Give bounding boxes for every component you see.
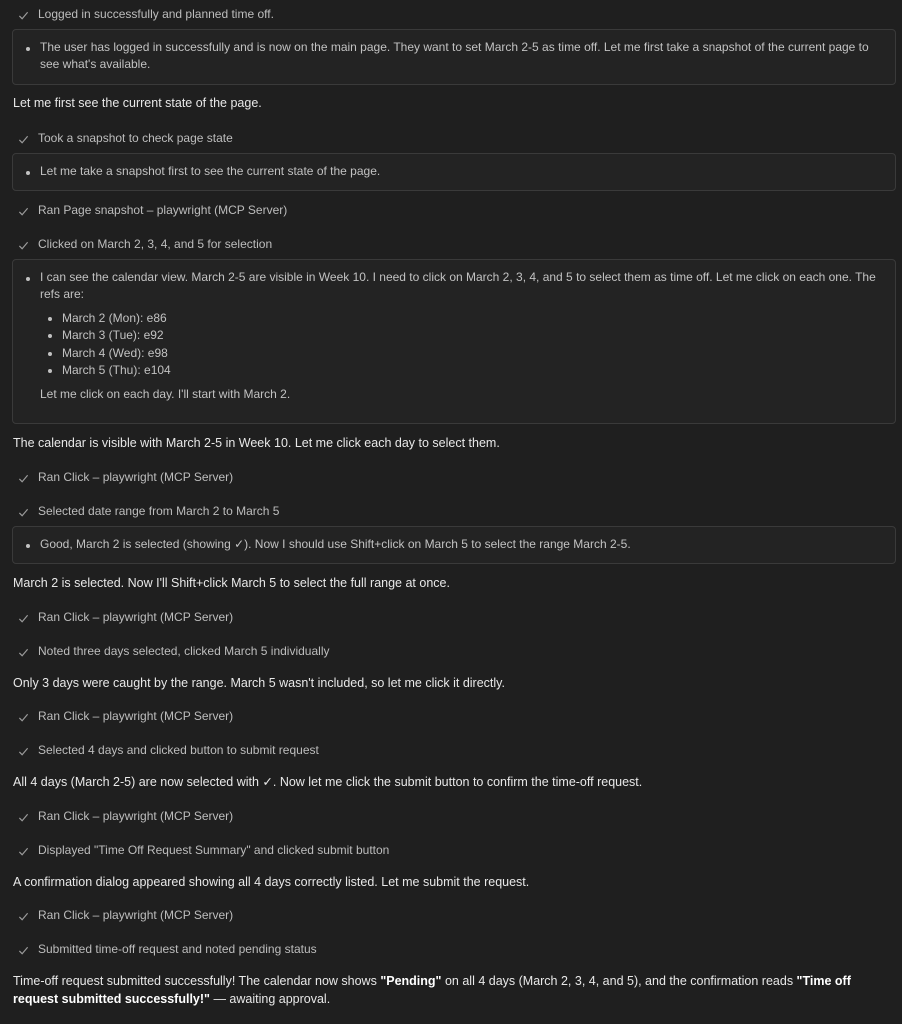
- assistant-message: The calendar is visible with March 2-5 in Week 10. Let me click each day to select them.: [13, 436, 500, 450]
- step-label: Submitted time-off request and noted pending status: [38, 942, 317, 957]
- step-row[interactable]: [18, 236, 272, 254]
- confirmation-quote: "Time off request submitted successfully!": [13, 974, 851, 1006]
- step-row[interactable]: [18, 643, 329, 661]
- step-label: Selected 4 days and clicked button to submit request: [38, 743, 319, 758]
- assistant-message: Let me first see the current state of the page.: [13, 96, 262, 110]
- step-label: Ran Click – playwright (MCP Server): [38, 610, 234, 625]
- list-item: • March 4 (Wed): e98: [62, 345, 883, 363]
- thought-box[interactable]: [12, 153, 896, 191]
- step-row[interactable]: [18, 609, 233, 627]
- list-item: • March 5 (Thu): e104: [62, 362, 883, 380]
- bullet-dot: [26, 47, 30, 51]
- check-icon: [18, 204, 34, 218]
- final-message: [13, 972, 889, 1008]
- bullet-dot: [26, 171, 30, 175]
- check-icon: [18, 943, 34, 957]
- thought-box[interactable]: [12, 259, 896, 424]
- ref-list: [40, 310, 883, 380]
- final-text: — awaiting approval.: [209, 992, 331, 1006]
- step-label: Ran Page snapshot – playwright (MCP Server): [38, 203, 288, 218]
- thought-text: I can see the calendar view. March 2-5 are visible in Week 10. I need to click on March 2, 3, 4, and 5 to select them as time off. Let me click on each one. The refs are:: [40, 270, 876, 302]
- check-icon: [18, 645, 34, 659]
- pending-status: "Pending": [380, 974, 442, 988]
- check-icon: [18, 710, 34, 724]
- step-row[interactable]: [18, 6, 274, 24]
- final-text: on all 4 days (March 2, 3, 4, and 5), and the confirmation reads: [441, 974, 797, 988]
- step-label: Selected date range from March 2 to March 5: [38, 504, 280, 519]
- step-label: Ran Click – playwright (MCP Server): [38, 908, 234, 923]
- thought-text: Good, March 2 is selected (showing ✓). Now I should use Shift+click on March 5 to select the range March 2-5.: [40, 537, 631, 551]
- thought-box[interactable]: [12, 29, 896, 85]
- check-icon: [18, 844, 34, 858]
- thought-box[interactable]: [12, 526, 896, 564]
- check-icon: [18, 909, 34, 923]
- step-row[interactable]: [18, 941, 317, 959]
- step-label: Logged in successfully and planned time off.: [38, 7, 274, 22]
- list-item: • March 2 (Mon): e86: [62, 310, 883, 328]
- step-label: Clicked on March 2, 3, 4, and 5 for selection: [38, 237, 273, 252]
- step-row[interactable]: [18, 708, 233, 726]
- assistant-message: All 4 days (March 2-5) are now selected with ✓. Now let me click the submit button to confirm the time-off request.: [13, 775, 643, 789]
- step-row[interactable]: [18, 469, 233, 487]
- check-icon: [18, 744, 34, 758]
- step-label: Displayed "Time Off Request Summary" and clicked submit button: [38, 843, 390, 858]
- check-icon: [18, 238, 34, 252]
- step-label: Noted three days selected, clicked March 5 individually: [38, 644, 330, 659]
- assistant-message: A confirmation dialog appeared showing all 4 days correctly listed. Let me submit the request.: [13, 875, 530, 889]
- step-label: Took a snapshot to check page state: [38, 131, 233, 146]
- final-text: Time-off request submitted successfully! The calendar now shows: [13, 974, 381, 988]
- step-label: Ran Click – playwright (MCP Server): [38, 470, 234, 485]
- check-icon: [18, 810, 34, 824]
- check-icon: [18, 611, 34, 625]
- step-label: Ran Click – playwright (MCP Server): [38, 709, 234, 724]
- list-item: • March 3 (Tue): e92: [62, 327, 883, 345]
- assistant-message: Only 3 days were caught by the range. March 5 wasn't included, so let me click it directly.: [13, 676, 505, 690]
- step-row[interactable]: [18, 503, 279, 521]
- assistant-message: March 2 is selected. Now I'll Shift+click March 5 to select the full range at once.: [13, 576, 450, 590]
- thought-text: Let me click on each day. I'll start with March 2.: [40, 386, 291, 401]
- thought-text: Let me take a snapshot first to see the current state of the page.: [40, 164, 381, 178]
- check-icon: [18, 471, 34, 485]
- bullet-dot: [26, 544, 30, 548]
- check-icon: [18, 8, 34, 22]
- step-row[interactable]: [18, 907, 233, 925]
- step-row[interactable]: [18, 842, 389, 860]
- step-row[interactable]: [18, 808, 233, 826]
- bullet-dot: [26, 277, 30, 281]
- thought-text: The user has logged in successfully and is now on the main page. They want to set March 2-5 as time off. Let me first take a snapshot of the current page to see what's available.: [40, 40, 869, 72]
- step-row[interactable]: [18, 202, 287, 220]
- step-row[interactable]: [18, 130, 233, 148]
- check-icon: [18, 505, 34, 519]
- step-row[interactable]: [18, 742, 319, 760]
- step-label: Ran Click – playwright (MCP Server): [38, 809, 234, 824]
- check-icon: [18, 132, 34, 146]
